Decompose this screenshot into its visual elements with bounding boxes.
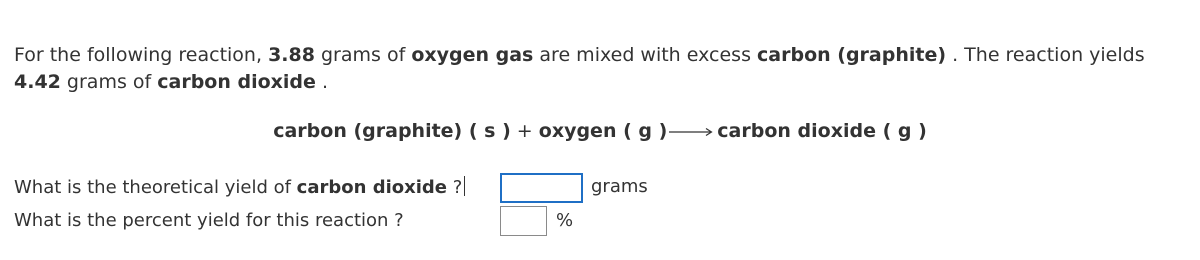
problem-text-4: . The reaction yields xyxy=(946,44,1145,66)
text-cursor xyxy=(464,176,465,196)
excess-reactant-name: carbon (graphite) xyxy=(757,44,947,66)
percent-yield-input[interactable] xyxy=(500,206,547,236)
problem-text-3: are mixed with excess xyxy=(533,44,758,66)
problem-text-2: grams of xyxy=(314,44,412,66)
oxygen-mass: 3.88 xyxy=(268,44,315,66)
problem-text-6: . xyxy=(315,71,329,93)
equation-plus: + xyxy=(510,120,539,142)
reaction-arrow-icon xyxy=(669,127,713,137)
problem-text-1: For the following reaction, xyxy=(14,44,269,66)
problem-text-5: grams of xyxy=(60,71,158,93)
reaction-equation xyxy=(0,118,1200,145)
product-mass: 4.42 xyxy=(14,71,61,93)
question-1-compound: carbon dioxide xyxy=(296,177,447,198)
product-name: carbon dioxide xyxy=(157,71,316,93)
equation-reactant-2: oxygen ( g ) xyxy=(538,120,668,142)
equation-product: carbon dioxide ( g ) xyxy=(717,120,927,142)
reactant-name: oxygen gas xyxy=(411,44,534,66)
question-1-text: What is the theoretical yield of xyxy=(14,177,297,198)
percent-yield-question: What is the percent yield for this reaction ? xyxy=(14,210,404,231)
percent-unit-label: % xyxy=(556,210,574,231)
problem-statement xyxy=(14,42,1184,96)
theoretical-yield-question xyxy=(14,176,465,200)
theoretical-yield-input[interactable] xyxy=(500,173,583,203)
question-1-mark: ? xyxy=(447,177,463,198)
grams-unit-label: grams xyxy=(591,176,648,197)
equation-reactant-1: carbon (graphite) ( s ) xyxy=(273,120,511,142)
